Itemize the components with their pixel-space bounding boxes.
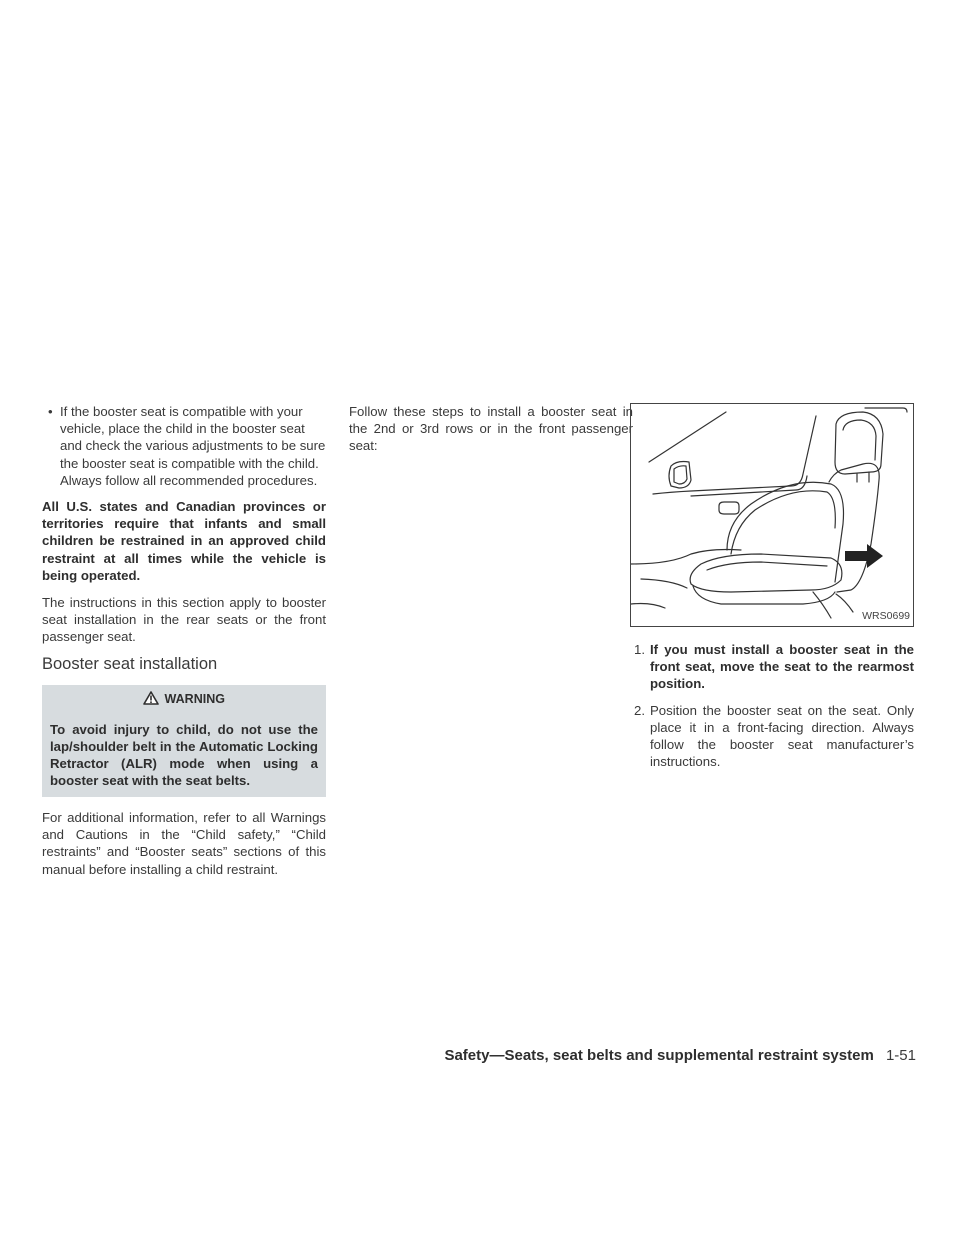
warning-header (42, 685, 326, 713)
column-right (630, 403, 914, 779)
paragraph-additional-info: For additional information, refer to all Warnings and Cautions in the “Child safety,” “Child restraints” and “Booster seats” sections of this manual before installing a child restraint. (42, 810, 326, 877)
bullet-dot-icon: • (48, 404, 53, 419)
column-left (42, 403, 326, 888)
bullet-item (42, 403, 326, 489)
warning-triangle-icon (143, 691, 159, 705)
figure-code: WRS0699 (862, 609, 910, 622)
bullet-text: If the booster seat is compatible with your vehicle, place the child in the booster seat and check the various adjustments to be sure the booster seat is compatible with the child. Always follow all recommended procedures. (60, 404, 326, 488)
seat-illustration (631, 404, 913, 626)
step-text: Position the booster seat on the seat. Only place it in a front-facing direction. Always follow the booster seat manufacturer’s instructions. (650, 702, 914, 770)
step-number: 1. (634, 642, 645, 657)
warning-title: WARNING (164, 691, 225, 706)
step-item-2 (630, 702, 914, 771)
paragraph-steps-intro: Follow these steps to install a booster seat in the 2nd or 3rd rows or in the front passenger seat: (349, 404, 633, 454)
arrow-right-icon (845, 544, 883, 568)
page-number: 1-51 (885, 1047, 916, 1064)
paragraph: The instructions in this section apply to booster seat installation in the rear seats or the front passenger seat. (42, 595, 326, 645)
step-text: If you must install a booster seat in the front seat, move the seat to the rearmost position. (650, 642, 914, 692)
footer-section-title: Safety—Seats, seat belts and supplemental restraint system (444, 1047, 874, 1064)
section-heading: Booster seat installation (42, 654, 218, 673)
warning-body: To avoid injury to child, do not use the lap/shoulder belt in the Automatic Locking Retractor (ALR) mode when using a booster seat with the seat belts. (50, 722, 318, 789)
bold-paragraph: All U.S. states and Canadian provinces or territories require that infants and small children be restrained in an approved child restraint at all times while the vehicle is being operated. (42, 499, 326, 583)
step-item-1 (630, 641, 914, 693)
figure-seat-illustration (630, 403, 914, 627)
step-number: 2. (634, 702, 645, 718)
warning-box (42, 685, 326, 797)
column-middle (349, 403, 633, 465)
page-footer (444, 1047, 916, 1064)
